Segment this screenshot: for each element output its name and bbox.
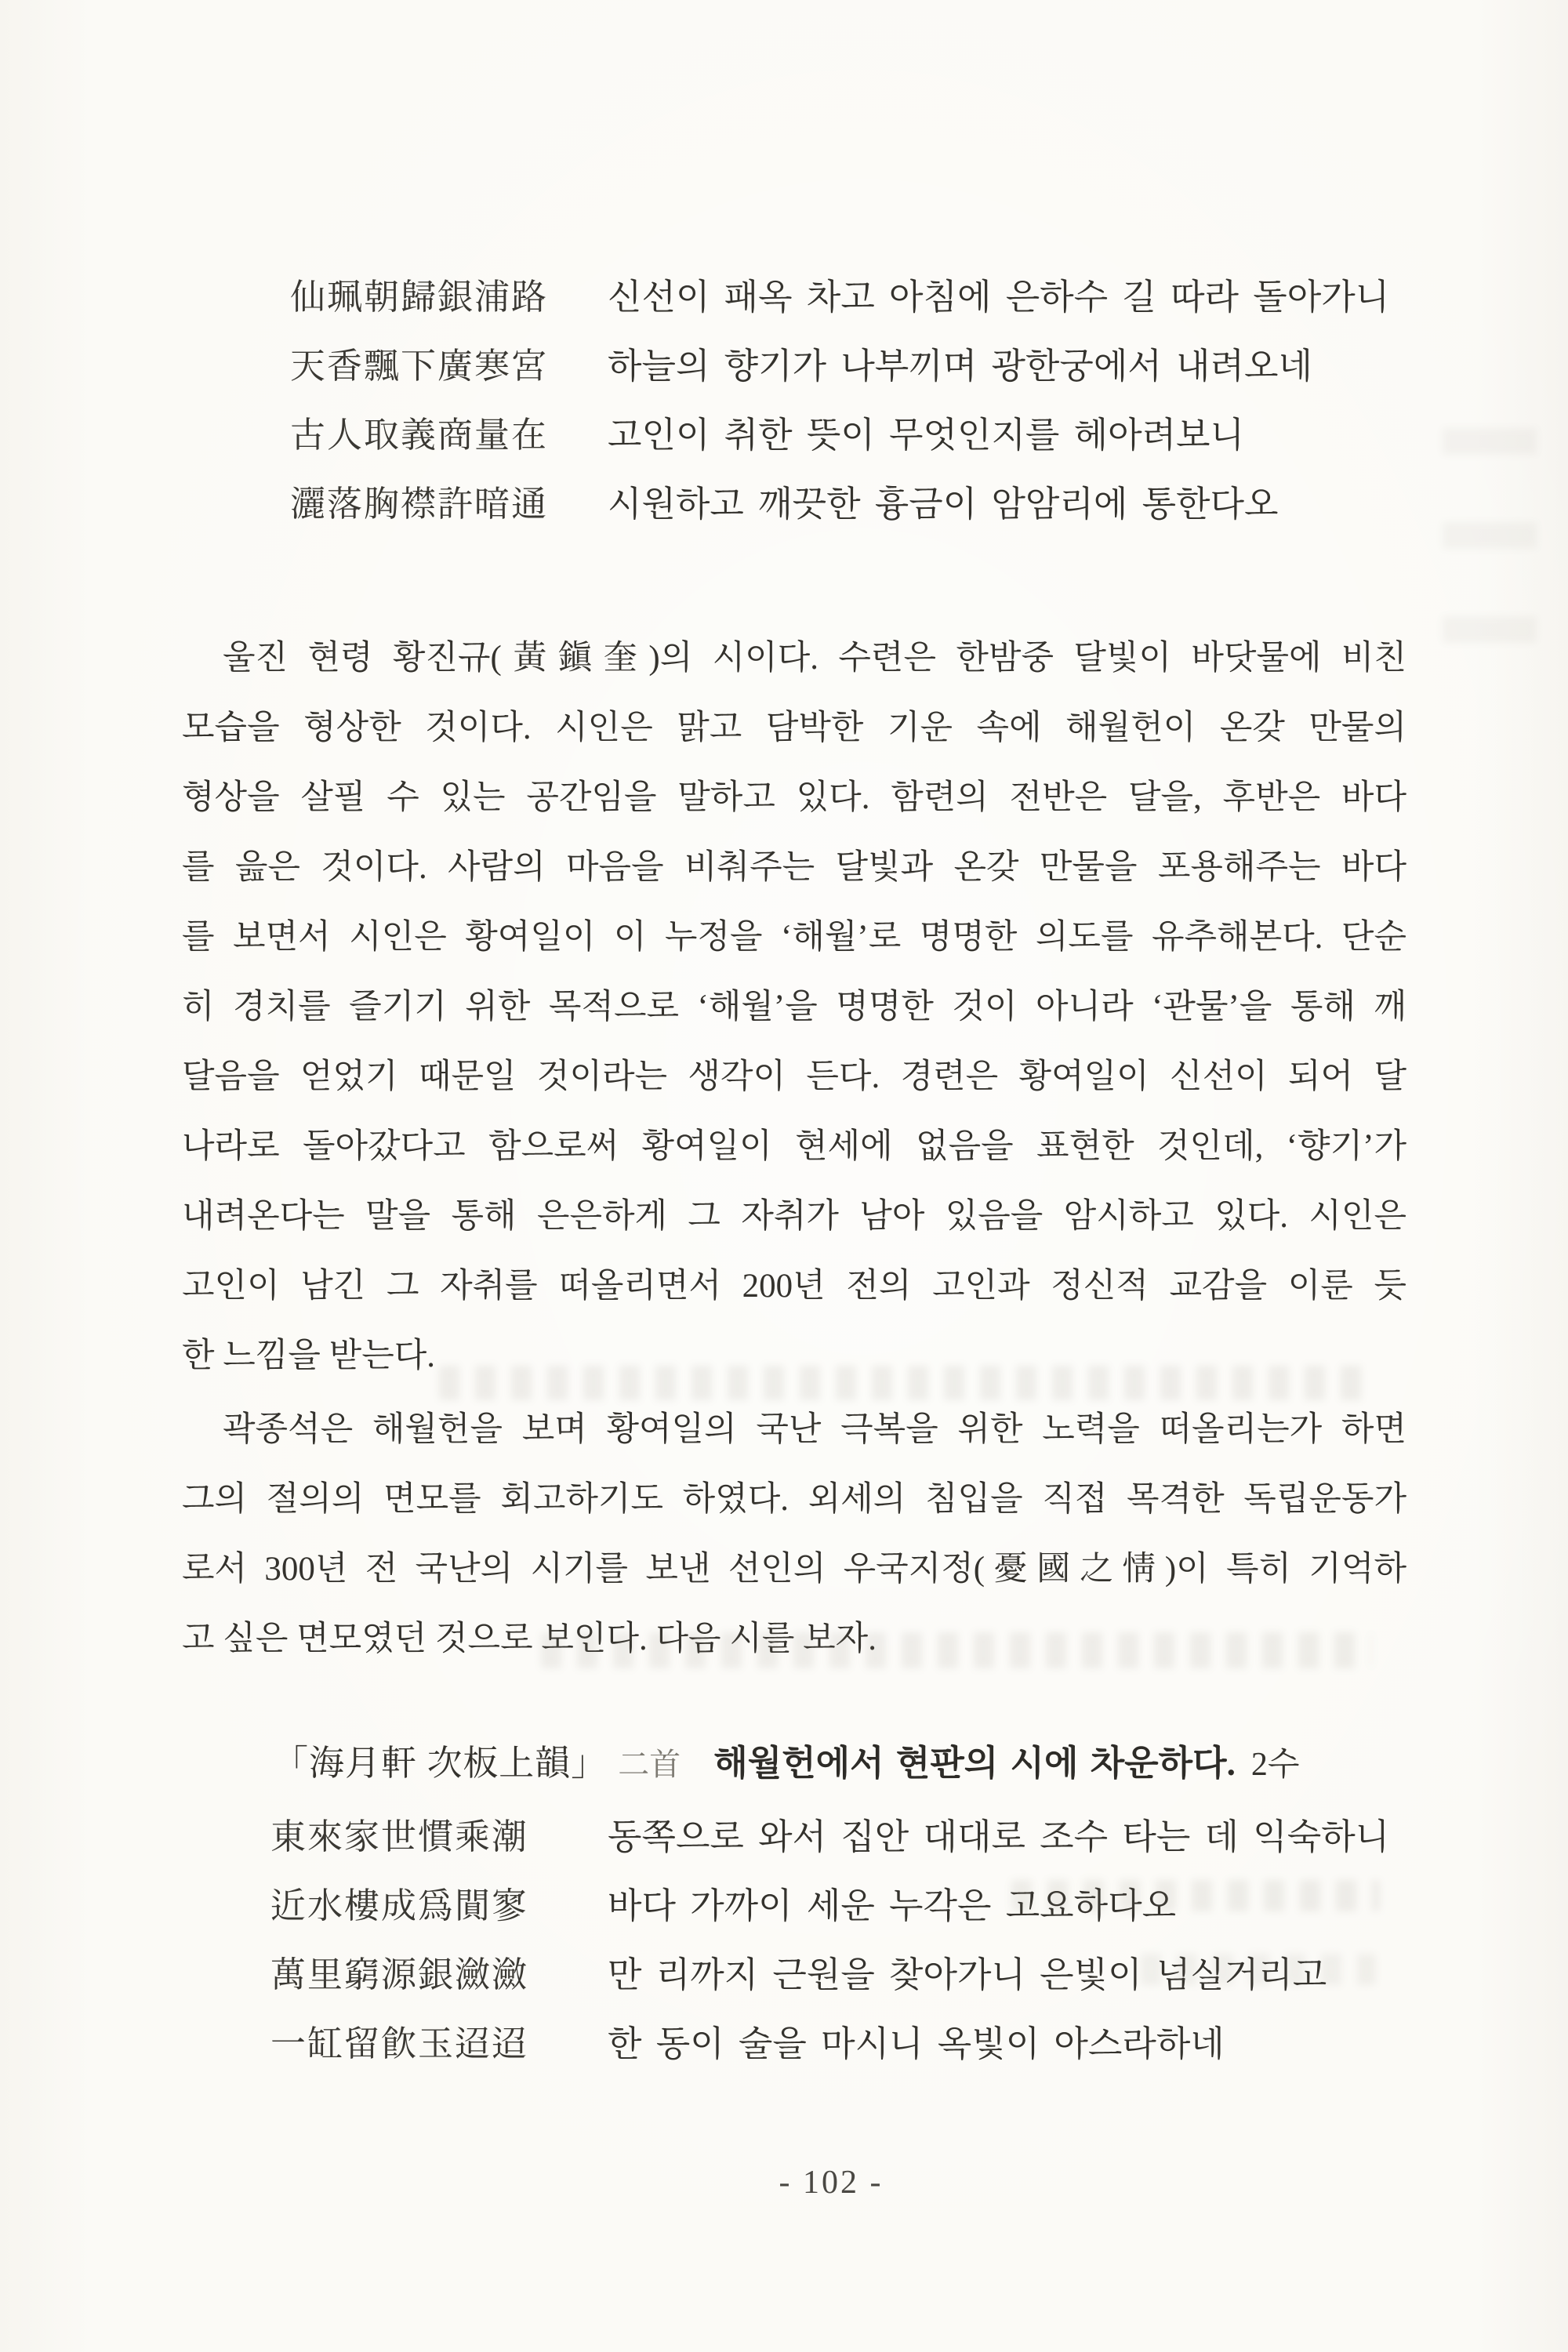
poem-2-title-count-korean: 2수 <box>1250 1747 1300 1783</box>
bleed-through-ghost <box>1443 376 1537 643</box>
poem-2-title-hanja: 「海月軒 次板上韻」 <box>273 1744 608 1783</box>
paragraph-1-line: 달음을 얻었기 때문일 것이라는 생각이 든다. 경련은 황여일이 신선이 되어 달 <box>182 1058 1406 1095</box>
paragraph-1-line: 히 경치를 즐기기 위한 목적으로 ‘해월’을 명명한 것이 아니라 ‘관물’을 통해 깨 <box>182 989 1406 1025</box>
poem-2-line <box>270 1877 1389 1946</box>
poem-2-line <box>270 2015 1389 2084</box>
poem-1-line <box>290 337 1389 406</box>
paragraph-1-line: 를 보면서 시인은 황여일이 이 누정을 ‘해월’로 명명한 의도를 유추해본다. 단순 <box>182 919 1406 956</box>
poem-2-hanja: 近水樓成爲閴寥 <box>270 1886 529 1926</box>
poem-1-line <box>290 406 1389 475</box>
poem-2-hanja: 萬里窮源銀瀲瀲 <box>270 1955 529 1994</box>
poem-2-hanja: 東來家世慣乘潮 <box>270 1817 529 1857</box>
paragraph-1-line: 한 느낌을 받는다. <box>182 1338 436 1374</box>
poem-1-translation: 신선이 패옥 차고 아침에 은하수 길 따라 돌아가니 <box>608 278 1390 317</box>
poem-1 <box>290 268 1389 544</box>
poem-1-line <box>290 268 1389 337</box>
paragraph-1-line: 나라로 돌아갔다고 함으로써 황여일이 현세에 없음을 표현한 것인데, ‘향기’가 <box>182 1128 1406 1165</box>
paragraph-1-line: 모습을 형상한 것이다. 시인은 맑고 담박한 기운 속에 해월헌이 온갖 만물의 <box>182 710 1406 746</box>
page-number: - 102 - <box>779 2165 884 2201</box>
poem-1-line <box>290 475 1389 544</box>
poem-2-title <box>273 1734 1299 1785</box>
poem-1-translation: 하늘의 향기가 나부끼며 광한궁에서 내려오네 <box>608 347 1312 386</box>
poem-2-translation: 만 리까지 근원을 찾아가니 은빛이 넘실거리고 <box>608 1955 1327 1994</box>
paragraph-1-line: 고인이 남긴 그 자취를 떠올리면서 200년 전의 고인과 정신적 교감을 이룬 듯 <box>182 1268 1406 1305</box>
paragraph-1-line: 내려온다는 말을 통해 은은하게 그 자취가 남아 있음을 암시하고 있다. 시인은 <box>182 1198 1406 1235</box>
poem-1-hanja: 灑落胸襟許暗通 <box>290 485 549 524</box>
poem-2-title-korean: 해월헌에서 현판의 시에 차운하다. <box>713 1744 1236 1783</box>
poem-2-title-count-hanja: 二首 <box>618 1747 681 1782</box>
poem-1-translation: 고인이 취한 뜻이 무엇인지를 헤아려보니 <box>608 416 1244 455</box>
poem-2-translation: 동쪽으로 와서 집안 대대로 조수 타는 데 익숙하니 <box>608 1817 1390 1857</box>
poem-1-translation: 시원하고 깨끗한 흉금이 암암리에 통한다오 <box>608 485 1279 524</box>
poem-2 <box>270 1808 1389 2084</box>
paragraph-2 <box>182 1395 1406 1674</box>
paragraph-1-line: 를 읊은 것이다. 사람의 마음을 비춰주는 달빛과 온갖 만물을 포용해주는 바다 <box>182 849 1406 886</box>
paragraph-1-line: 울진 현령 황진규(黃鎭奎)의 시이다. 수련은 한밤중 달빛이 바닷물에 비친 <box>223 640 1406 677</box>
paragraph-1 <box>182 623 1406 1391</box>
poem-1-hanja: 仙珮朝歸銀浦路 <box>290 278 549 317</box>
poem-2-line <box>270 1946 1389 2015</box>
poem-1-hanja: 天香飄下廣寒宮 <box>290 347 549 386</box>
poem-2-translation: 한 동이 술을 마시니 옥빛이 아스라하네 <box>608 2024 1225 2063</box>
paragraph-2-line: 고 싶은 면모였던 것으로 보인다. 다음 시를 보자. <box>182 1621 877 1657</box>
poem-1-hanja: 古人取義商量在 <box>290 416 549 455</box>
paragraph-2-line: 곽종석은 해월헌을 보며 황여일의 국난 극복을 위한 노력을 떠올리는가 하면 <box>223 1411 1406 1448</box>
paragraph-2-line: 로서 300년 전 국난의 시기를 보낸 선인의 우국지정(憂國之情)이 특히 기억하 <box>182 1551 1406 1588</box>
poem-2-line <box>270 1808 1389 1877</box>
poem-2-hanja: 一缸留飮玉迢迢 <box>270 2024 529 2063</box>
paragraph-1-line: 형상을 살필 수 있는 공간임을 말하고 있다. 함련의 전반은 달을, 후반은 바다 <box>182 779 1406 816</box>
poem-2-translation: 바다 가까이 세운 누각은 고요하다오 <box>608 1886 1177 1926</box>
paragraph-2-line: 그의 절의의 면모를 회고하기도 하였다. 외세의 침입을 직접 목격한 독립운동가 <box>182 1481 1406 1518</box>
